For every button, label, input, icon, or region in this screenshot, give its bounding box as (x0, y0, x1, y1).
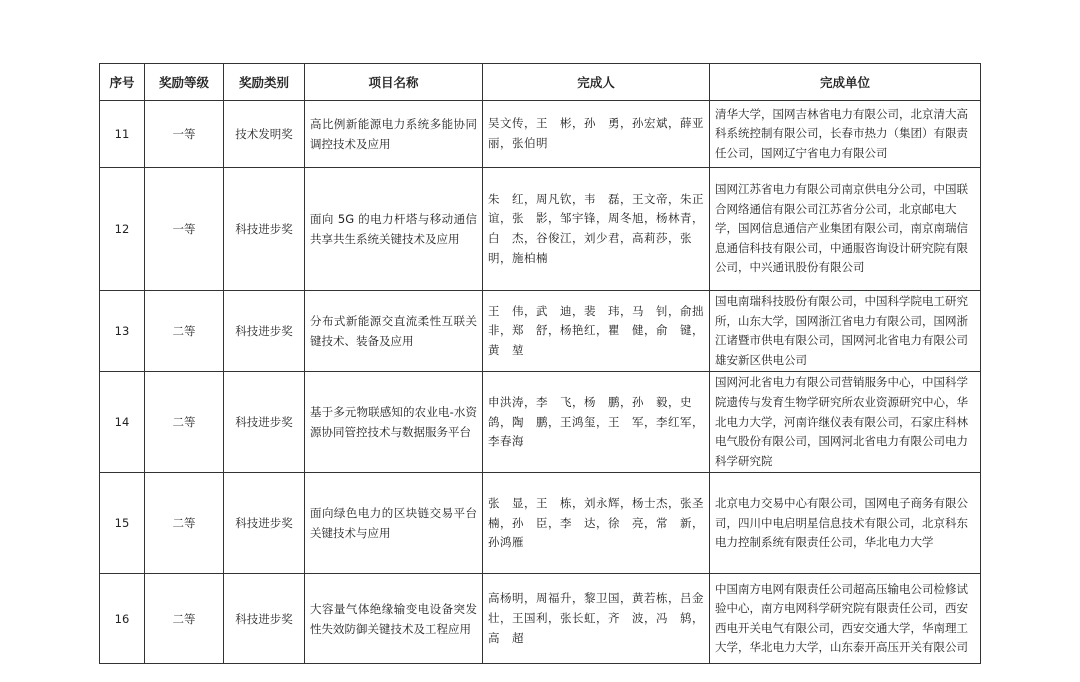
header-completers: 完成人 (483, 64, 710, 101)
cell-index: 11 (100, 101, 145, 168)
cell-index: 16 (100, 574, 145, 664)
cell-project-name: 基于多元物联感知的农业电-水资源协同管控技术与数据服务平台 (305, 372, 483, 473)
cell-completers: 高杨明，周福升，黎卫国，黄若栋，吕金壮，王国利，张长虹，齐 波，冯 鸫，高 超 (483, 574, 710, 664)
table-row (100, 473, 981, 574)
cell-award-level: 二等 (145, 372, 224, 473)
header-units: 完成单位 (710, 64, 981, 101)
cell-project-name: 高比例新能源电力系统多能协同调控技术及应用 (305, 101, 483, 168)
cell-award-level: 二等 (145, 291, 224, 372)
table-row (100, 291, 981, 372)
cell-project-name: 大容量气体绝缘输变电设备突发性失效防御关键技术及工程应用 (305, 574, 483, 664)
cell-completers: 朱 红，周凡钦，韦 磊，王文帝，朱正谊，张 影，邹宇锋，周冬旭，杨林青，白 杰，谷俊江，刘少君，高莉莎，张 明，施柏楠 (483, 168, 710, 291)
header-award-level: 奖励等级 (145, 64, 224, 101)
cell-index: 14 (100, 372, 145, 473)
header-award-type: 奖励类别 (224, 64, 305, 101)
cell-units: 国电南瑞科技股份有限公司，中国科学院电工研究所，山东大学，国网浙江省电力有限公司，国网浙江诸暨市供电有限公司，国网河北省电力有限公司雄安新区供电公司 (710, 291, 981, 372)
table-header-row (100, 64, 981, 101)
cell-index: 12 (100, 168, 145, 291)
cell-award-type: 科技进步奖 (224, 168, 305, 291)
cell-completers: 张 显，王 栋，刘永辉，杨士杰，张圣楠，孙 臣，李 达，徐 亮，常 新，孙鸿雁 (483, 473, 710, 574)
cell-award-level: 二等 (145, 574, 224, 664)
cell-units: 清华大学，国网吉林省电力有限公司，北京清大高科系统控制有限公司，长春市热力（集团）有限责任公司，国网辽宁省电力有限公司 (710, 101, 981, 168)
cell-award-type: 科技进步奖 (224, 372, 305, 473)
cell-project-name: 面向绿色电力的区块链交易平台关键技术与应用 (305, 473, 483, 574)
cell-award-level: 一等 (145, 168, 224, 291)
cell-project-name: 面向 5G 的电力杆塔与移动通信共享共生系统关键技术及应用 (305, 168, 483, 291)
header-project-name: 项目名称 (305, 64, 483, 101)
cell-award-level: 一等 (145, 101, 224, 168)
table-row (100, 168, 981, 291)
cell-completers: 申洪涛，李 飞，杨 鹏，孙 毅，史 鸽，陶 鹏，王鸿玺，王 军，李红军，李春海 (483, 372, 710, 473)
table-row (100, 101, 981, 168)
cell-units: 北京电力交易中心有限公司，国网电子商务有限公司，四川中电启明星信息技术有限公司，北京科东电力控制系统有限责任公司，华北电力大学 (710, 473, 981, 574)
cell-project-name: 分布式新能源交直流柔性互联关键技术、装备及应用 (305, 291, 483, 372)
table-row (100, 574, 981, 664)
header-index: 序号 (100, 64, 145, 101)
cell-units: 中国南方电网有限责任公司超高压输电公司检修试验中心，南方电网科学研究院有限责任公司，西安西电开关电气有限公司，西安交通大学，华南理工大学，华北电力大学，山东泰开高压开关有限公司 (710, 574, 981, 664)
table-row (100, 372, 981, 473)
cell-award-type: 技术发明奖 (224, 101, 305, 168)
cell-award-level: 二等 (145, 473, 224, 574)
cell-units: 国网河北省电力有限公司营销服务中心，中国科学院遗传与发育生物学研究所农业资源研究中心，华北电力大学，河南许继仪表有限公司，石家庄科林电气股份有限公司，国网河北省电力有限公司电力科学研究院 (710, 372, 981, 473)
cell-index: 13 (100, 291, 145, 372)
cell-completers: 王 伟，武 迪，裴 玮，马 钊，俞拙非，郑 舒，杨艳红，瞿 健，俞 键，黄 堃 (483, 291, 710, 372)
cell-units: 国网江苏省电力有限公司南京供电分公司，中国联合网络通信有限公司江苏省分公司，北京邮电大学，国网信息通信产业集团有限公司，南京南瑞信息通信科技有限公司，中通服咨询设计研究院有限公司，中兴通讯股份有限公司 (710, 168, 981, 291)
awards-table (99, 63, 981, 664)
cell-award-type: 科技进步奖 (224, 291, 305, 372)
cell-completers: 吴文传，王 彬，孙 勇，孙宏斌，薛亚丽，张伯明 (483, 101, 710, 168)
cell-award-type: 科技进步奖 (224, 574, 305, 664)
cell-award-type: 科技进步奖 (224, 473, 305, 574)
cell-index: 15 (100, 473, 145, 574)
